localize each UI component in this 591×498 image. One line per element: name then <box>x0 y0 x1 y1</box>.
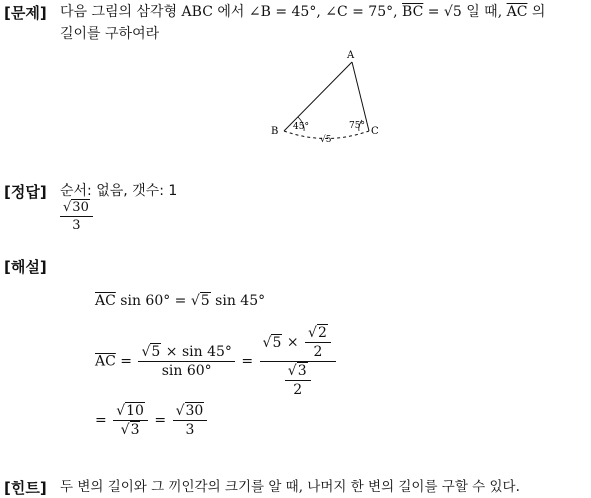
problem-line-2: 길이를 구하여라 <box>60 26 160 42</box>
solution-eq-1 <box>95 293 265 309</box>
eq3-fraction-1 <box>113 403 148 438</box>
eq3-sqrt3-arg: 3 <box>130 422 140 438</box>
eq1-sqrt5-arg: 5 <box>200 293 210 309</box>
eq2-frac1-den: sin 60° <box>161 363 212 379</box>
side-ab <box>284 62 352 131</box>
eq2-frac2-den <box>280 362 316 398</box>
side-bc-label: √5 <box>320 135 332 145</box>
angle-c-label: 75° <box>349 121 365 131</box>
eq2-sqrt3-arg: 3 <box>297 363 307 379</box>
solution-eq-2 <box>95 325 338 398</box>
eq3-frac2-num <box>173 403 208 421</box>
eq1-ac: $\overline{AC}$ <box>95 293 116 309</box>
answer-numerator <box>60 200 93 217</box>
hint-text: 두 변의 길이와 그 끼인각의 크기를 알 때, 나머지 한 변의 길이를 구할 수 있다. <box>60 479 520 495</box>
eq2-sqrt5-b: √5 <box>262 334 282 351</box>
problem-text-a: 다음 그림의 삼각형 ABC 에서 ∠B = 45°, ∠C = 75°, <box>60 4 398 20</box>
answer-meta: 순서: 없음, 갯수: 1 <box>60 183 178 199</box>
eq2-fraction-1 <box>138 344 234 379</box>
eq3-frac1-num <box>113 403 148 421</box>
answer-tag: [정답] <box>4 183 47 201</box>
eq1-sqrt5: √5 <box>190 293 210 309</box>
eq2-equals-2: = <box>236 353 258 370</box>
answer-radical: √ <box>63 200 72 215</box>
eq3-sqrt10-arg: 10 <box>126 403 144 419</box>
eq2-inner-frac-top <box>305 325 331 360</box>
eq2-frac2-num <box>260 325 336 362</box>
eq2-fraction-2 <box>260 325 336 398</box>
solution-eq-3 <box>95 403 209 438</box>
eq2-inner-bot-num <box>285 363 311 381</box>
eq2-ac: $\overline{AC}$ <box>95 353 116 370</box>
solution-tag: [해설] <box>4 258 47 276</box>
eq3-sqrt30-arg: 30 <box>185 403 204 419</box>
hint-tag: [힌트] <box>4 479 47 497</box>
triangle-figure <box>0 40 591 200</box>
vertex-b-label: B <box>271 126 279 137</box>
eq3-sqrt3: √3 <box>120 422 140 438</box>
angle-b-label: 45° <box>293 122 309 132</box>
eq3-sqrt30: √30 <box>175 403 204 419</box>
eq2-inner-top-num <box>305 325 331 343</box>
problem-text-b: = √5 일 때, <box>423 4 503 20</box>
eq2-times: × <box>282 334 304 351</box>
eq3-frac2-den: 3 <box>185 422 195 438</box>
eq3-frac1-den <box>118 421 144 438</box>
eq2-frac1-num <box>138 344 234 362</box>
segment-ac: $\overline{AC}$ <box>506 4 528 20</box>
eq2-sin45: × sin 45° <box>161 344 232 360</box>
eq2-sqrt2-arg: 2 <box>317 325 327 341</box>
problem-tag: [문제] <box>4 4 47 22</box>
answer-denominator: 3 <box>72 218 81 233</box>
answer-fraction <box>60 200 93 233</box>
eq1-part-b: sin 45° <box>210 293 266 309</box>
eq2-sqrt3: √3 <box>287 363 307 379</box>
eq3-fraction-2 <box>173 403 208 438</box>
answer-radicand: 30 <box>72 200 89 215</box>
eq3-sqrt10: √10 <box>116 403 144 419</box>
eq2-inner-bot-den: 2 <box>293 382 303 398</box>
answer-value <box>58 200 95 233</box>
eq2-sqrt5-arg: 5 <box>151 344 161 360</box>
segment-bc: $\overline{BC}$ <box>402 4 424 20</box>
eq2-sqrt5-b-arg: 5 <box>272 334 282 351</box>
problem-line-1 <box>60 2 545 22</box>
vertex-a-label: A <box>347 50 355 61</box>
problem-text-c: 의 <box>527 4 546 20</box>
eq2-equals-1: = <box>115 353 137 370</box>
answer-sqrt <box>63 200 90 215</box>
eq2-sqrt5: √5 <box>141 344 161 360</box>
eq3-equals: = <box>149 412 171 429</box>
eq2-inner-top-den: 2 <box>313 344 323 360</box>
eq3-equals-lead: = <box>95 412 107 429</box>
eq1-part-a: sin 60° = <box>115 293 191 309</box>
eq2-inner-frac-bottom <box>285 363 311 398</box>
vertex-c-label: C <box>371 126 379 137</box>
eq2-sqrt2: √2 <box>308 325 327 341</box>
